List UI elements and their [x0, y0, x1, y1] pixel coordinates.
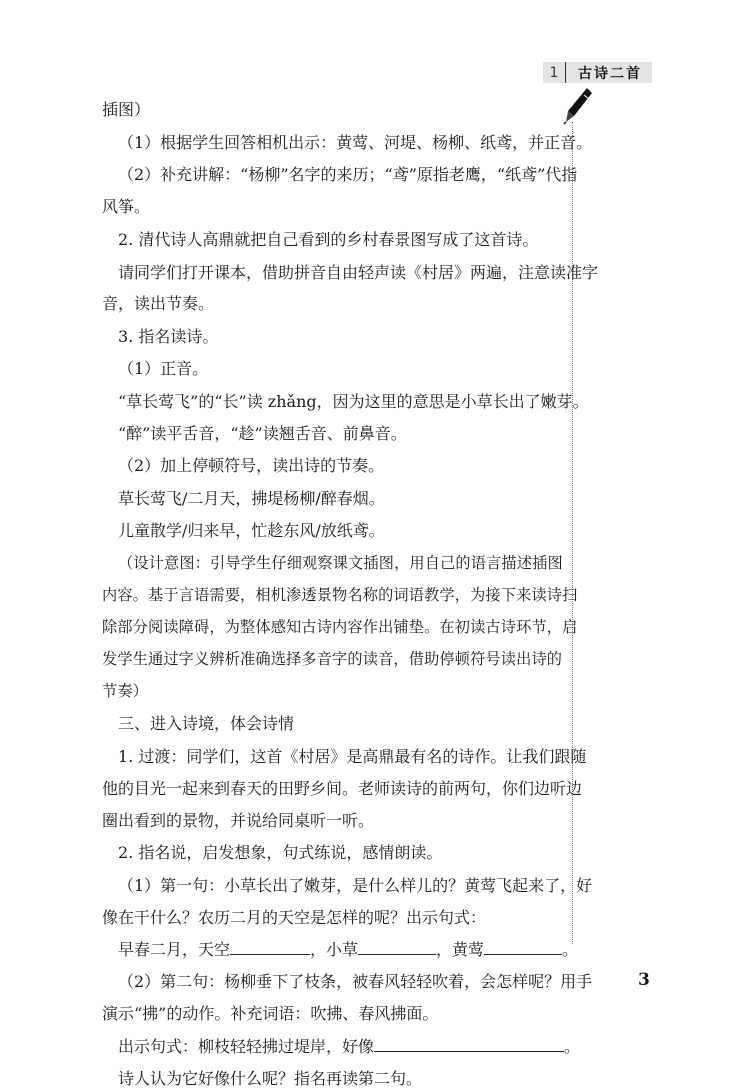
fill-text: 。: [564, 1037, 581, 1056]
blank-grass[interactable]: [358, 940, 436, 955]
text-line: 1. 过渡：同学们，这首《村居》是高鼎最有名的诗作。让我们跟随: [118, 747, 587, 766]
text-line: “草长莺飞”的“长”读 zhǎng，因为这里的意思是小草长出了嫩芽。: [118, 392, 589, 411]
fill-in-sentence-2: [118, 1037, 580, 1057]
text-line: 像在干什么？农历二月的天空是怎样的呢？出示句式：: [102, 908, 487, 927]
text-line: 诗人认为它好像什么呢？指名再读第二句。: [118, 1069, 423, 1088]
text-line: （1）根据学生回答相机出示：黄莺、河堤、杨柳、纸鸢，并正音。: [118, 133, 593, 152]
fill-text: ，小草: [310, 940, 359, 959]
text-line: 2. 清代诗人高鼎就把自己看到的乡村春景图写成了这首诗。: [118, 230, 539, 249]
page-number: 3: [638, 970, 650, 990]
text-line: 风筝。: [102, 197, 151, 216]
design-note-line: 内容。基于言语需要，相机渗透景物名称的词语教学，为接下来读诗扫: [102, 586, 578, 604]
lesson-number: 1: [549, 64, 559, 81]
pen-icon: [562, 86, 594, 126]
fill-text: 。: [562, 940, 579, 959]
text-line: （1）第一句：小草长出了嫩芽，是什么样儿的？黄莺飞起来了，好: [118, 876, 593, 895]
design-note-line: 除部分阅读障碍，为整体感知古诗内容作出铺垫。在初读古诗环节，启: [102, 618, 578, 636]
design-note-line: （设计意图：引导学生仔细观察课文插图，用自己的语言描述插图: [118, 554, 563, 572]
section-heading: 三、进入诗境，体会诗情: [118, 714, 295, 733]
poem-line: 儿童散学/归来早，忙趁东风/放纸鸢。: [118, 521, 385, 540]
lesson-header-badge: [543, 62, 652, 83]
text-line: 他的目光一起来到春天的田野乡间。老师读诗的前两句，你们边听边: [102, 779, 583, 798]
text-line: “醉”读平舌音，“趁”读翘舌音、前鼻音。: [118, 424, 407, 443]
text-line: 请同学们打开课本，借助拼音自由轻声读《村居》两遍，注意读准字: [118, 263, 599, 282]
text-line: 演示“拂”的动作。补充词语：吹拂、春风拂面。: [102, 1004, 439, 1023]
fill-in-sentence-1: [118, 940, 578, 960]
text-line: （2）补充讲解：“杨柳”名字的来历；“鸢”原指老鹰，“纸鸢”代指: [118, 165, 578, 184]
fill-text: 早春二月，天空: [118, 940, 231, 959]
text-line: 2. 指名说，启发想象，句式练说，感情朗读。: [118, 843, 443, 862]
blank-willow[interactable]: [374, 1037, 564, 1052]
design-note-line: 发学生通过字义辨析准确选择多音字的读音，借助停顿符号读出诗的: [102, 650, 563, 668]
blank-sky[interactable]: [230, 940, 310, 955]
text-line: 插图）: [102, 100, 151, 119]
text-line: 3. 指名读诗。: [118, 327, 219, 346]
blank-oriole[interactable]: [484, 940, 562, 955]
text-line: 音，读出节奏。: [102, 294, 215, 313]
design-note-line: 节奏）: [102, 682, 149, 700]
lesson-title: 古诗二首: [578, 65, 642, 82]
poem-line: 草长莺飞/二月天，拂堤杨柳/醉春烟。: [118, 489, 385, 508]
margin-dotted-line: [572, 122, 573, 944]
fill-text: 出示句式：柳枝轻轻拂过堤岸，好像: [118, 1037, 375, 1056]
text-line: 圈出看到的景物，并说给同桌听一听。: [102, 811, 375, 830]
fill-text: ，黄莺: [436, 940, 485, 959]
text-line: （2）第二句：杨柳垂下了枝条，被春风轻轻吹着，会怎样呢？用手: [118, 972, 593, 991]
text-line: （1）正音。: [118, 359, 209, 378]
text-line: （2）加上停顿符号，读出诗的节奏。: [118, 456, 385, 475]
